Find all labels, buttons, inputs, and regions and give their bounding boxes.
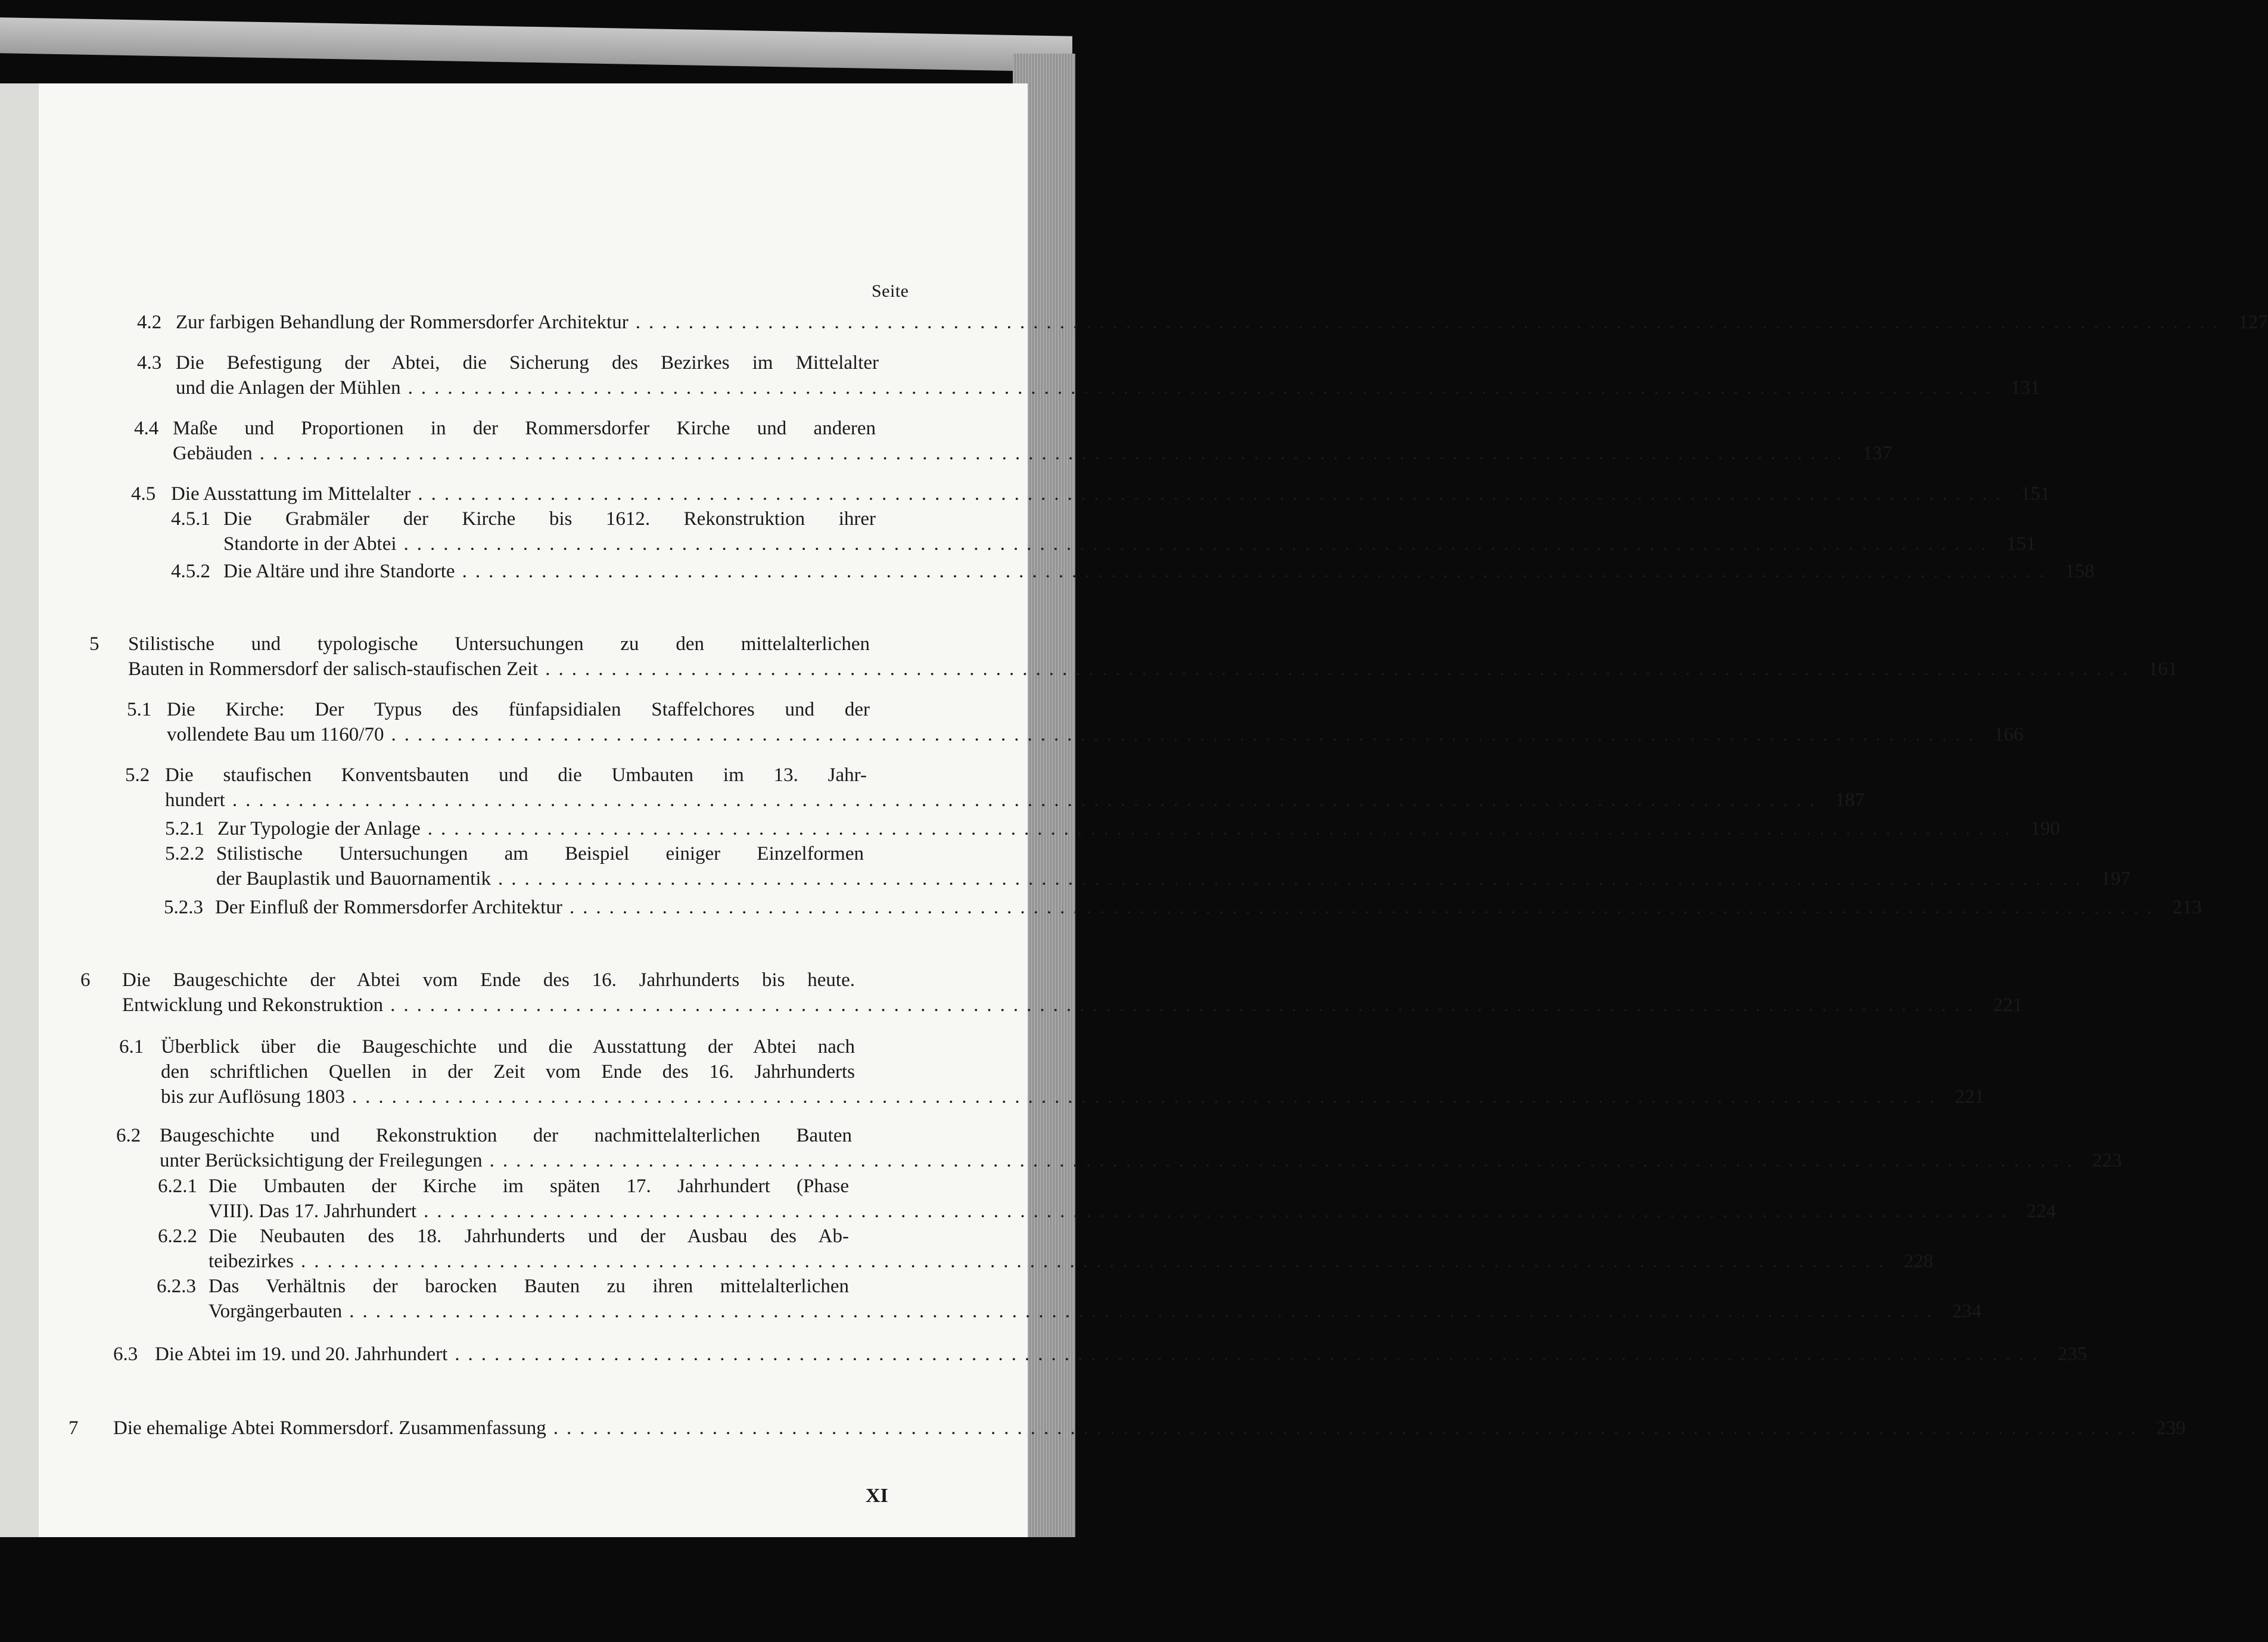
- dot-leader: ........................................................................................................................: [390, 994, 1981, 1016]
- section-title-line: Die Ausstattung im Mittelalter: [171, 483, 411, 505]
- section-title-line: bis zur Auflösung 1803: [161, 1086, 345, 1108]
- page-reference: 221: [1955, 1086, 1984, 1108]
- page-reference: 228: [1903, 1251, 1933, 1272]
- section-title-line: Stilistische Untersuchungen am Beispiel einiger Einzelformen: [216, 843, 864, 864]
- dot-leader: ........................................................................................................................: [462, 561, 2053, 582]
- dot-leader: ........................................................................................................................: [351, 1086, 1943, 1108]
- section-title-line: Die Baugeschichte der Abtei vom Ende des 16. Jahrhunderts bis heute.: [122, 969, 855, 991]
- section-title-line: teibezirkes: [209, 1251, 294, 1272]
- dot-leader: ........................................................................................................................: [407, 377, 1999, 399]
- section-number: 6.1: [119, 1036, 144, 1058]
- dot-leader: ........................................................................................................................: [391, 724, 1982, 745]
- section-title-line: Maße und Proportionen in der Rommersdorfer Kirche und anderen: [173, 418, 876, 439]
- dot-leader: ........................................................................................................................: [455, 1344, 2046, 1365]
- section-title-line: und die Anlagen der Mühlen: [176, 377, 401, 399]
- section-number: 4.4: [134, 418, 159, 439]
- page-reference: 235: [2057, 1344, 2087, 1365]
- dot-leader: ........................................................................................................................: [635, 312, 2226, 333]
- page-reference: 197: [2101, 868, 2130, 890]
- dot-leader: ........................................................................................................................: [569, 897, 2160, 918]
- section-number: 4.5.2: [171, 561, 210, 582]
- section-number: 4.5.1: [171, 508, 210, 530]
- section-number: 5.2.3: [164, 897, 203, 918]
- page-reference: 213: [2172, 897, 2202, 918]
- page-reference: 127: [2238, 312, 2268, 333]
- section-title-line: Baugeschichte und Rekonstruktion der nachmittelalterlichen Bauten: [160, 1125, 852, 1146]
- section-number: 5.2.2: [165, 843, 204, 864]
- section-title-line: Zur farbigen Behandlung der Rommersdorfer Architektur: [176, 312, 629, 333]
- left-page-edge: [0, 83, 39, 1537]
- dot-leader: ........................................................................................................................: [553, 1417, 2144, 1439]
- dot-leader: ........................................................................................................................: [418, 483, 2009, 505]
- section-title-line: Die Grabmäler der Kirche bis 1612. Rekonstruktion ihrer: [223, 508, 876, 530]
- section-title-line: Das Verhältnis der barocken Bauten zu ihren mittelalterlichen: [209, 1276, 849, 1297]
- section-title-line: Die ehemalige Abtei Rommersdorf. Zusammenfassung: [113, 1417, 546, 1439]
- section-title-line: Bauten in Rommersdorf der salisch-staufischen Zeit: [128, 658, 539, 680]
- section-title-line: Gebäuden: [173, 443, 253, 464]
- page-reference: 234: [1952, 1301, 1982, 1322]
- section-title-line: Standorte in der Abtei: [223, 533, 397, 555]
- section-title-line: Die Abtei im 19. und 20. Jahrhundert: [155, 1344, 448, 1365]
- dot-leader: ........................................................................................................................: [498, 868, 2089, 890]
- section-title-line: Die Befestigung der Abtei, die Sicherung des Bezirkes im Mittelalter: [176, 352, 879, 374]
- page-reference: 221: [1993, 994, 2023, 1016]
- section-number: 4.3: [137, 352, 162, 374]
- page-reference: 224: [2026, 1201, 2057, 1222]
- section-title-line: den schriftlichen Quellen in der Zeit vom Ende des 16. Jahrhunderts: [161, 1061, 855, 1083]
- section-number: 4.2: [137, 312, 162, 333]
- dot-leader: ........................................................................................................................: [300, 1251, 1891, 1272]
- page-reference: 239: [2156, 1417, 2186, 1439]
- section-title-line: Die Kirche: Der Typus des fünfapsidialen Staffelchores und der: [167, 699, 870, 720]
- section-number: 7: [69, 1417, 79, 1439]
- section-number: 5.2: [125, 764, 150, 786]
- section-title-line: Die Neubauten des 18. Jahrhunderts und der Ausbau des Ab-: [209, 1226, 849, 1247]
- page-reference: 161: [2148, 658, 2178, 680]
- section-title-line: der Bauplastik und Bauornamentik: [216, 868, 491, 890]
- section-title-line: Der Einfluß der Rommersdorfer Architektur: [215, 897, 562, 918]
- dot-leader: ........................................................................................................................: [545, 658, 2136, 680]
- section-number: 6.2.2: [158, 1226, 197, 1247]
- dot-leader: ........................................................................................................................: [403, 533, 1995, 555]
- dot-leader: ........................................................................................................................: [349, 1301, 1940, 1322]
- seite-column-label: Seite: [872, 281, 909, 301]
- section-title-line: Vorgängerbauten: [209, 1301, 343, 1322]
- section-number: 6.2.3: [157, 1276, 196, 1297]
- book-cover-top: [0, 17, 1072, 71]
- section-title-line: Die Altäre und ihre Standorte: [223, 561, 455, 582]
- page-reference: 223: [2092, 1150, 2122, 1171]
- section-number: 5.1: [127, 699, 152, 720]
- section-title-line: VIII). Das 17. Jahrhundert: [209, 1201, 417, 1222]
- page-reference: 151: [2020, 483, 2051, 505]
- section-number: 6.3: [113, 1344, 138, 1365]
- section-title-line: Zur Typologie der Anlage: [217, 818, 421, 839]
- section-number: 6.2.1: [158, 1175, 197, 1197]
- page-reference: 158: [2065, 561, 2095, 582]
- page-reference: 131: [2011, 377, 2040, 399]
- section-number: 5: [89, 633, 99, 655]
- dot-leader: ........................................................................................................................: [424, 1201, 2015, 1222]
- dot-leader: ........................................................................................................................: [232, 789, 1823, 811]
- section-title-line: Die Umbauten der Kirche im späten 17. Jahrhundert (Phase: [209, 1175, 849, 1197]
- page-number: XI: [866, 1485, 888, 1507]
- section-title-line: unter Berücksichtigung der Freilegungen: [160, 1150, 483, 1171]
- section-title-line: Entwicklung und Rekonstruktion: [122, 994, 384, 1016]
- toc-page: [39, 83, 2268, 1537]
- section-title-line: Die staufischen Konventsbauten und die Umbauten im 13. Jahr-: [165, 764, 867, 786]
- page-reference: 190: [2030, 818, 2060, 839]
- dot-leader: ........................................................................................................................: [427, 818, 2018, 839]
- dot-leader: ........................................................................................................................: [489, 1150, 2080, 1171]
- section-number: 6: [80, 969, 91, 991]
- section-title-line: vollendete Bau um 1160/70: [167, 724, 384, 745]
- page-reference: 137: [1862, 443, 1892, 464]
- section-title-line: hundert: [165, 789, 225, 811]
- page-reference: 187: [1835, 789, 1865, 811]
- page-reference: 151: [2006, 533, 2036, 555]
- page-reference: 166: [1993, 724, 2024, 745]
- section-title-line: Stilistische und typologische Untersuchungen zu den mittelalterlichen: [128, 633, 870, 655]
- section-title-line: Überblick über die Baugeschichte und die Ausstattung der Abtei nach: [161, 1036, 855, 1058]
- section-number: 4.5: [131, 483, 156, 505]
- section-number: 6.2: [116, 1125, 141, 1146]
- dot-leader: ........................................................................................................................: [259, 443, 1850, 464]
- section-number: 5.2.1: [165, 818, 204, 839]
